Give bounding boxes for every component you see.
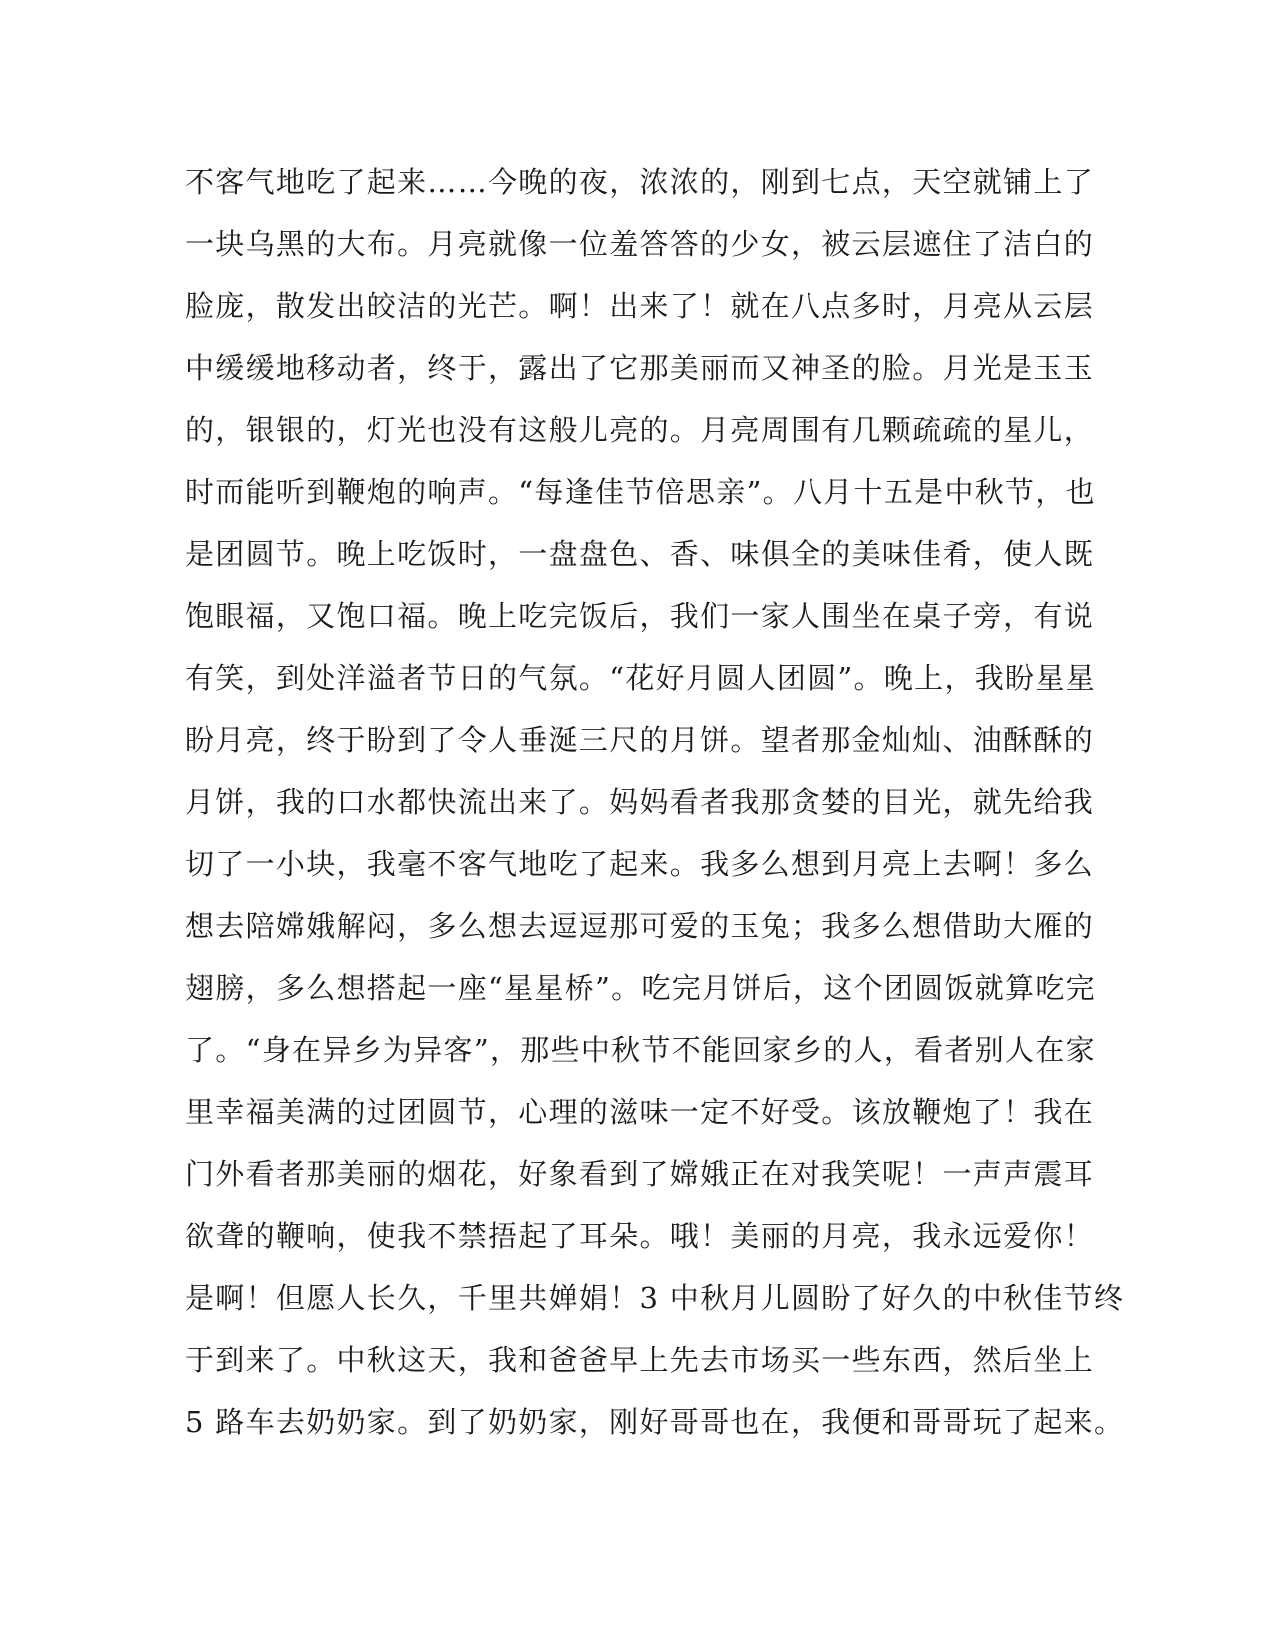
text-line-4: 中缓缓地移动者，终于，露出了它那美丽而又神圣的脸。月光是玉玉 [185, 351, 1095, 385]
text-line-13: 想去陪嫦娥解闷，多么想去逗逗那可爱的玉兔；我多么想借助大雁的 [185, 909, 1095, 943]
text-line-16: 里幸福美满的过团圆节，心理的滋味一定不好受。该放鞭炮了！我在 [185, 1095, 1095, 1129]
text-line-15: 了。“身在异乡为异客”，那些中秋节不能回家乡的人，看者别人在家 [185, 1033, 1096, 1067]
text-line-14: 翅膀，多么想搭起一座“星星桥”。吃完月饼后，这个团圆饭就算吃完 [185, 971, 1096, 1005]
text-line-12: 切了一小块，我毫不客气地吃了起来。我多么想到月亮上去啊！多么 [185, 847, 1095, 881]
text-line-21: 5 路车去奶奶家。到了奶奶家，刚好哥哥也在，我便和哥哥玩了起来。 [185, 1405, 1125, 1439]
text-line-19: 是啊！但愿人长久，千里共婵娟！3 中秋月儿圆盼了好久的中秋佳节终 [185, 1281, 1125, 1315]
text-line-10: 盼月亮，终于盼到了令人垂涎三尺的月饼。望者那金灿灿、油酥酥的 [185, 723, 1095, 757]
text-line-8: 饱眼福，又饱口福。晚上吃完饭后，我们一家人围坐在桌子旁，有说 [185, 599, 1095, 633]
text-line-20: 于到来了。中秋这天，我和爸爸早上先去市场买一些东西，然后坐上 [185, 1343, 1095, 1377]
text-line-1: 不客气地吃了起来……今晚的夜，浓浓的，刚到七点，天空就铺上了 [185, 165, 1095, 199]
body-text [185, 163, 1125, 1465]
text-line-7: 是团圆节。晚上吃饭时，一盘盘色、香、味俱全的美味佳肴，使人既 [185, 537, 1095, 571]
text-line-2: 一块乌黑的大布。月亮就像一位羞答答的少女，被云层遮住了洁白的 [185, 227, 1095, 261]
text-line-17: 门外看者那美丽的烟花，好象看到了嫦娥正在对我笑呢！一声声震耳 [185, 1157, 1095, 1191]
text-line-11: 月饼，我的口水都快流出来了。妈妈看者我那贪婪的目光，就先给我 [185, 785, 1095, 819]
text-line-9: 有笑，到处洋溢者节日的气氛。“花好月圆人团圆”。晚上，我盼星星 [185, 661, 1096, 695]
text-line-18: 欲聋的鞭响，使我不禁捂起了耳朵。哦！美丽的月亮，我永远爱你！ [185, 1219, 1095, 1253]
text-line-3: 脸庞，散发出皎洁的光芒。啊！出来了！就在八点多时，月亮从云层 [185, 289, 1095, 323]
text-line-6: 时而能听到鞭炮的响声。“每逢佳节倍思亲”。八月十五是中秋节，也 [185, 475, 1096, 509]
text-line-5: 的，银银的，灯光也没有这般儿亮的。月亮周围有几颗疏疏的星儿， [185, 413, 1095, 447]
